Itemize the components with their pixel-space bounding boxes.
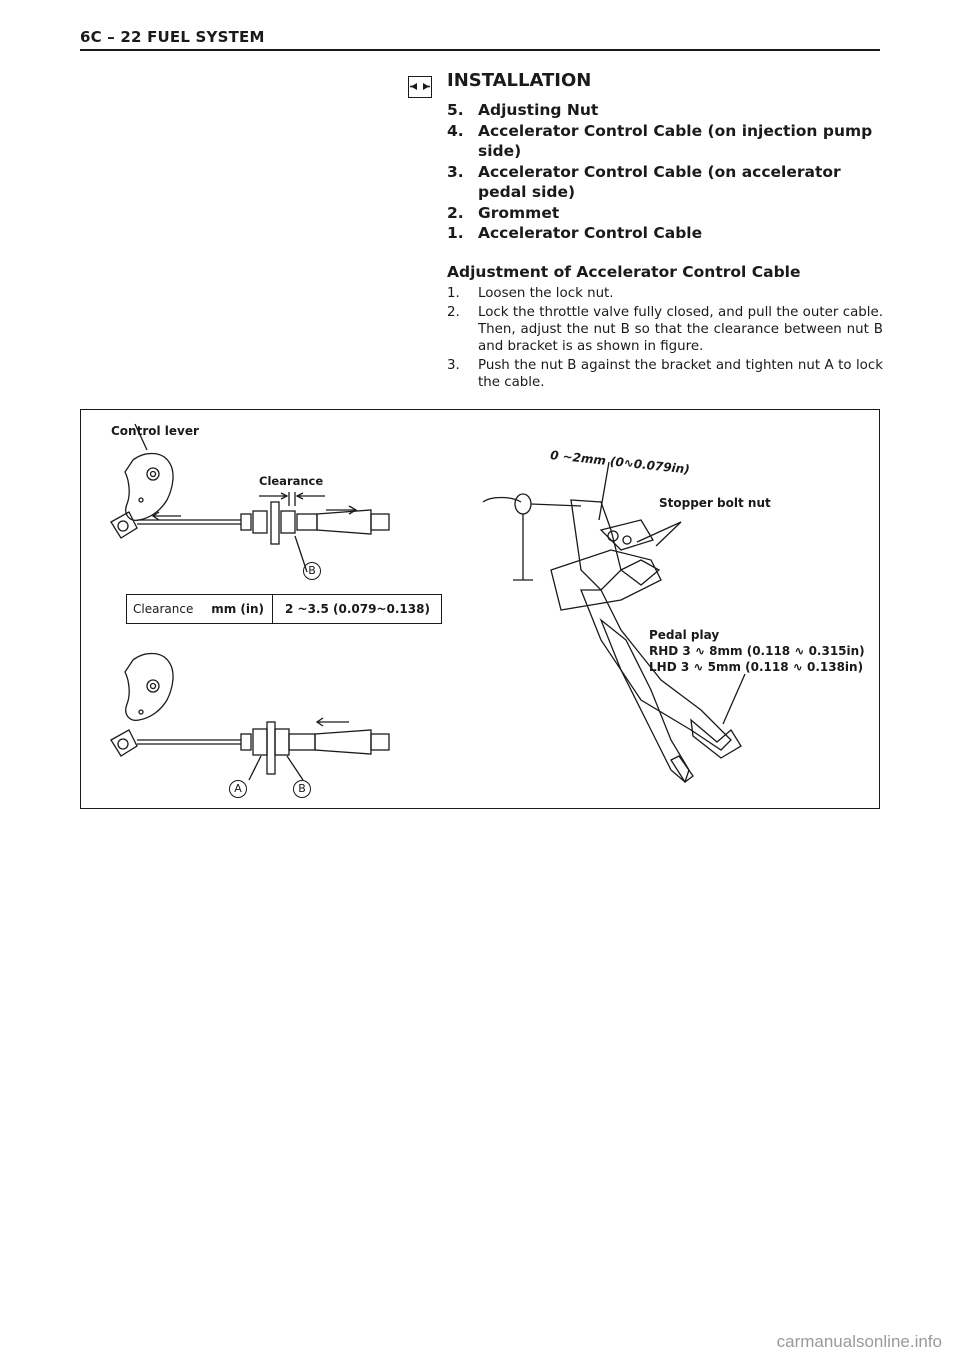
step-text: Loosen the lock nut. xyxy=(478,286,614,301)
step-text: Accelerator Control Cable (on accelerator pedal side) xyxy=(478,162,841,201)
spec-unit: mm (in) xyxy=(211,602,264,616)
header-rule xyxy=(80,49,880,51)
clearance-spec-table xyxy=(126,594,442,624)
step-number: 1. xyxy=(447,286,460,301)
spec-value: 2 ~3.5 (0.079~0.138) xyxy=(285,602,430,616)
list-item xyxy=(447,121,887,162)
cable-adjustment-figure xyxy=(80,409,880,809)
step-number: 1. xyxy=(447,224,464,242)
list-item xyxy=(447,357,883,391)
pedal-play-rhd: RHD 3 ∿ 8mm (0.118 ∿ 0.315in) xyxy=(649,644,865,658)
step-text: Adjusting Nut xyxy=(478,101,599,119)
control-lever-label: Control lever xyxy=(111,424,199,438)
spec-label: Clearance xyxy=(133,602,194,616)
spec-label-cell xyxy=(127,595,273,623)
clearance-label: Clearance xyxy=(259,474,324,488)
list-item xyxy=(447,285,883,302)
watermark: carmanualsonline.info xyxy=(776,1332,942,1351)
installation-arrows-icon xyxy=(408,76,432,98)
adjustment-heading: Adjustment of Accelerator Control Cable xyxy=(447,263,801,281)
pedal-play-label: Pedal play xyxy=(649,628,720,642)
nut-b-marker: B xyxy=(293,780,311,798)
step-text: Grommet xyxy=(478,203,560,222)
step-number: 3. xyxy=(447,162,464,181)
step-text: Accelerator Control Cable (on injection pump side) xyxy=(478,121,873,160)
pedal-play-lhd: LHD 3 ∿ 5mm (0.118 ∿ 0.138in) xyxy=(649,660,864,674)
installation-steps xyxy=(447,100,887,244)
nut-b-marker: B xyxy=(303,562,321,580)
stopper-bolt-nut-label: Stopper bolt nut xyxy=(659,496,771,510)
nut-a-marker: A xyxy=(229,780,247,798)
list-item xyxy=(447,162,887,203)
list-item xyxy=(447,304,883,355)
step-text: Accelerator Control Cable xyxy=(478,224,703,242)
list-item xyxy=(447,223,887,244)
page-header: 6C – 22 FUEL SYSTEM xyxy=(80,28,265,46)
adjustment-steps xyxy=(447,285,883,393)
step-number: 5. xyxy=(447,101,464,119)
step-text: Lock the throttle valve fully closed, and pull the outer cable. Then, adjust the nut B so that the clearance between nut B and bracket is as shown in figure. xyxy=(478,305,883,354)
step-number: 2. xyxy=(447,305,460,320)
step-number: 4. xyxy=(447,121,464,140)
list-item xyxy=(447,203,887,224)
step-number: 3. xyxy=(447,358,460,373)
installation-title: INSTALLATION xyxy=(447,70,592,91)
gap-spec-label: 0 ~2mm (0∿0.079in) xyxy=(549,448,691,477)
list-item xyxy=(447,100,887,121)
step-number: 2. xyxy=(447,203,464,222)
step-text: Push the nut B against the bracket and tighten nut A to lock the cable. xyxy=(478,358,883,390)
